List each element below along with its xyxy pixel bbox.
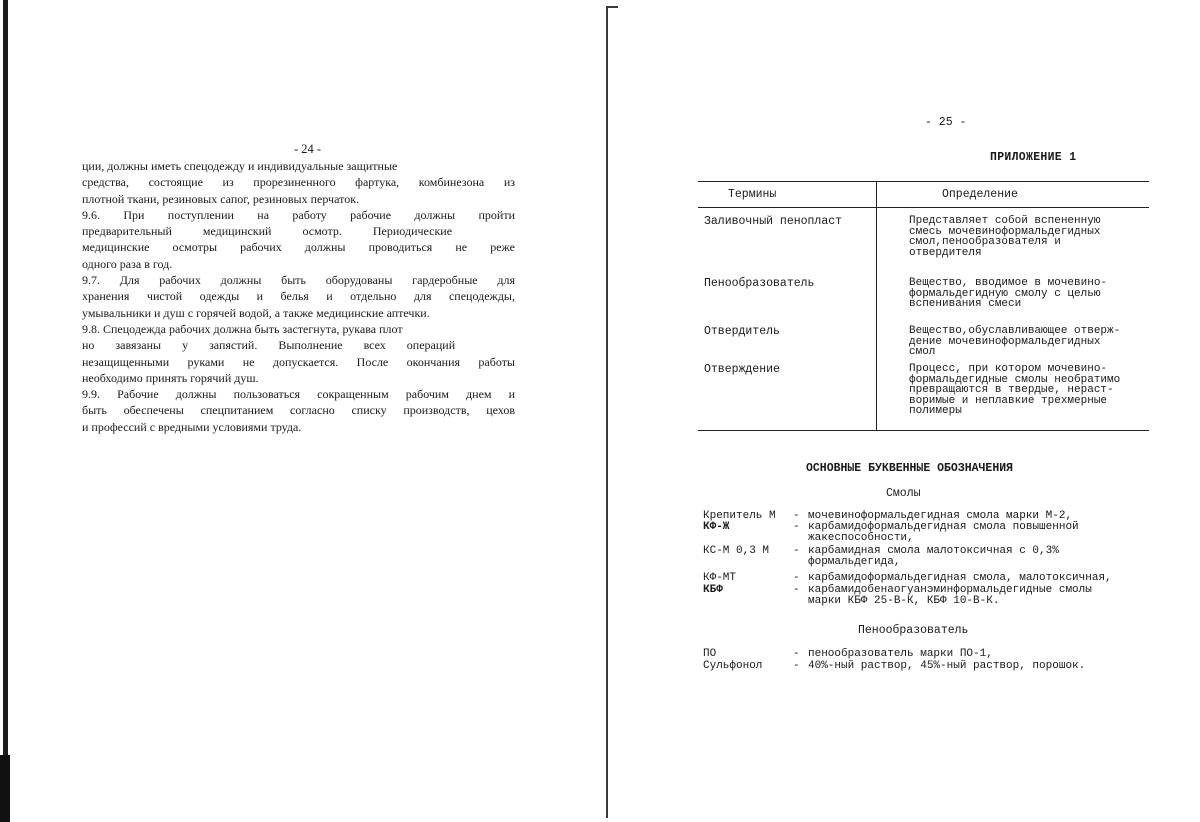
appendix-title: ПРИЛОЖЕНИЕ 1 [990, 151, 1077, 164]
table-term: Пенообразователь [704, 277, 815, 290]
text-line: медицинские осмотры рабочих должны проводиться не реже [82, 240, 515, 255]
definition-line: воримые и неплавкие трехмерные [909, 394, 1108, 407]
text-line: незащищенными руками не допускается. После окончания работы [82, 354, 515, 369]
left-page [10, 0, 605, 822]
text-line: быть обеспечены спецпитанием согласно списку производств, цехов [82, 403, 515, 418]
table-definition [909, 364, 1149, 417]
text-line: необходимо принять горячий душ. [82, 370, 259, 385]
definition-line: смол,пенообразователя и [909, 236, 1061, 249]
text-line: плотной ткани, резиновых сапог, резиновых перчаток. [82, 191, 360, 206]
abbreviation-dash: - [793, 660, 800, 672]
definition-line: Представляет собой вспененную [909, 215, 1101, 227]
table-rule [698, 430, 1149, 431]
text-line: хранения чистой одежды и белья и отдельно для спецодежды, [82, 289, 515, 304]
definition-line: превращаются в твердые, нераст- [909, 384, 1114, 397]
abbreviation-entry [703, 661, 762, 672]
table-term: Отвердитель [704, 325, 780, 338]
subheading-foamers: Пенообразователь [858, 624, 969, 637]
table-rule [698, 207, 1149, 208]
abbreviation: КБФ [703, 584, 723, 596]
table-rule [698, 181, 1149, 182]
text-line: но завязаны у запястий. Выполнение всех операций [82, 338, 456, 353]
definition-line: вспенивания смеси [909, 298, 1022, 311]
abbreviation-dash: - [793, 584, 800, 596]
abbreviation-entry [703, 585, 723, 596]
table-term: Отверждение [704, 363, 780, 376]
text-line: 9.9. Рабочие должны пользоваться сокращенным рабочим днем и [82, 387, 515, 402]
text-line: одного раза в год. [82, 256, 173, 271]
abbreviation-dash: - [793, 521, 800, 533]
column-header-terms: Термины [728, 188, 777, 201]
section-title: ОСНОВНЫЕ БУКВЕННЫЕ ОБОЗНАЧЕНИЯ [806, 462, 1014, 475]
definition-line: карбамидная смола малотоксичная с 0,3% [808, 545, 1059, 557]
column-header-definition: Определение [942, 188, 1018, 201]
definition-line: смесь мочевиноформальдегидных [909, 225, 1101, 238]
definition-line: дение мочевиноформальдегидных [909, 335, 1101, 348]
page-number: - 24 - [293, 142, 322, 156]
definition-line: мочевиноформальдегидная смола марки М-2, [808, 510, 1073, 522]
definition-line: полимеры [909, 405, 962, 418]
table-definition [909, 216, 1149, 258]
definition-line: формальдегида, [808, 555, 901, 568]
right-page [610, 0, 1200, 822]
scan-edge-left [3, 0, 8, 822]
definition-line: карбамидоформальдегидная смола повышенной [808, 521, 1079, 533]
abbreviation: Сульфонол [703, 660, 763, 672]
abbreviation-entry [703, 649, 716, 660]
abbreviation-definition [808, 522, 1079, 544]
terms-table [698, 181, 1149, 431]
abbreviation-definition [808, 661, 1085, 672]
definition-line: жакеспособности, [808, 531, 914, 544]
subheading-resins: Смолы [886, 487, 921, 500]
abbreviation: КС-М 0,3 М [703, 545, 770, 557]
definition-line: карбамидобенаогуанэминформальдегидные смолы [808, 584, 1092, 596]
abbreviation: Крепитель М [703, 510, 776, 522]
text-line: предварительный медицинский осмотр. Периодические [82, 224, 453, 239]
abbreviation-definition [808, 649, 993, 660]
text-line: 9.7. Для рабочих должны быть оборудованы гардеробные для [82, 273, 515, 288]
definition-line: марки КБФ 25-В-К, КБФ 10-В-К. [808, 594, 1000, 607]
text-line: умывальники и душ с горячей водой, а также медицинские аптечки. [82, 305, 430, 320]
text-line: средства, состоящие из прорезиненного фартука, комбинезона из [82, 175, 515, 190]
abbreviation-entry [703, 522, 729, 533]
abbreviation-dash: - [793, 545, 800, 557]
page-number: - 25 - [925, 116, 967, 129]
text-line: 9.6. При поступлении на работу рабочие должны пройти [82, 207, 515, 222]
abbreviation: ПО [703, 648, 717, 660]
text-line: ции, должны иметь спецодежду и индивидуальные защитные [82, 159, 398, 173]
table-definition [909, 278, 1149, 310]
text-line: 9.8. Спецодежда рабочих должна быть застегнута, рукава плот [82, 321, 403, 336]
book-spine [606, 6, 608, 818]
table-definition [909, 326, 1149, 358]
definition-line: формальдегидные смолы необратимо [909, 373, 1121, 386]
definition-line: 40%-ный раствор, 45%-ный раствор, порошок. [808, 660, 1086, 672]
definition-line: смол [909, 346, 936, 359]
abbreviation-dash: - [793, 648, 800, 660]
body-text [82, 158, 515, 435]
abbreviation-entry [703, 573, 736, 584]
abbreviation-definition [808, 546, 1059, 568]
abbreviation-definition [808, 573, 1112, 584]
abbreviation-entry [703, 546, 769, 557]
definition-line: Вещество,обуславливающее отверж- [909, 325, 1121, 337]
abbreviation-dash: - [793, 510, 800, 522]
definition-line: отвердителя [909, 246, 982, 259]
definition-line: Вещество, вводимое в мочевино- [909, 277, 1108, 289]
table-divider [876, 181, 877, 431]
definition-line: карбамидоформальдегидная смола, малотоксичная, [808, 572, 1112, 584]
text-line: и профессий с вредными условиями труда. [82, 419, 302, 434]
definition-line: пенообразователь марки ПО-1, [808, 648, 993, 660]
table-term: Заливочный пенопласт [704, 215, 843, 228]
definition-line: Процесс, при котором мочевино- [909, 363, 1108, 375]
definition-line: формальдегидную смолу с целью [909, 287, 1101, 300]
scan-edge-left-bottom [0, 755, 10, 822]
abbreviation: КФ-Ж [703, 521, 730, 533]
abbreviation-dash: - [793, 572, 800, 584]
abbreviation: КФ-МТ [703, 572, 737, 584]
abbreviation-definition [808, 585, 1092, 607]
